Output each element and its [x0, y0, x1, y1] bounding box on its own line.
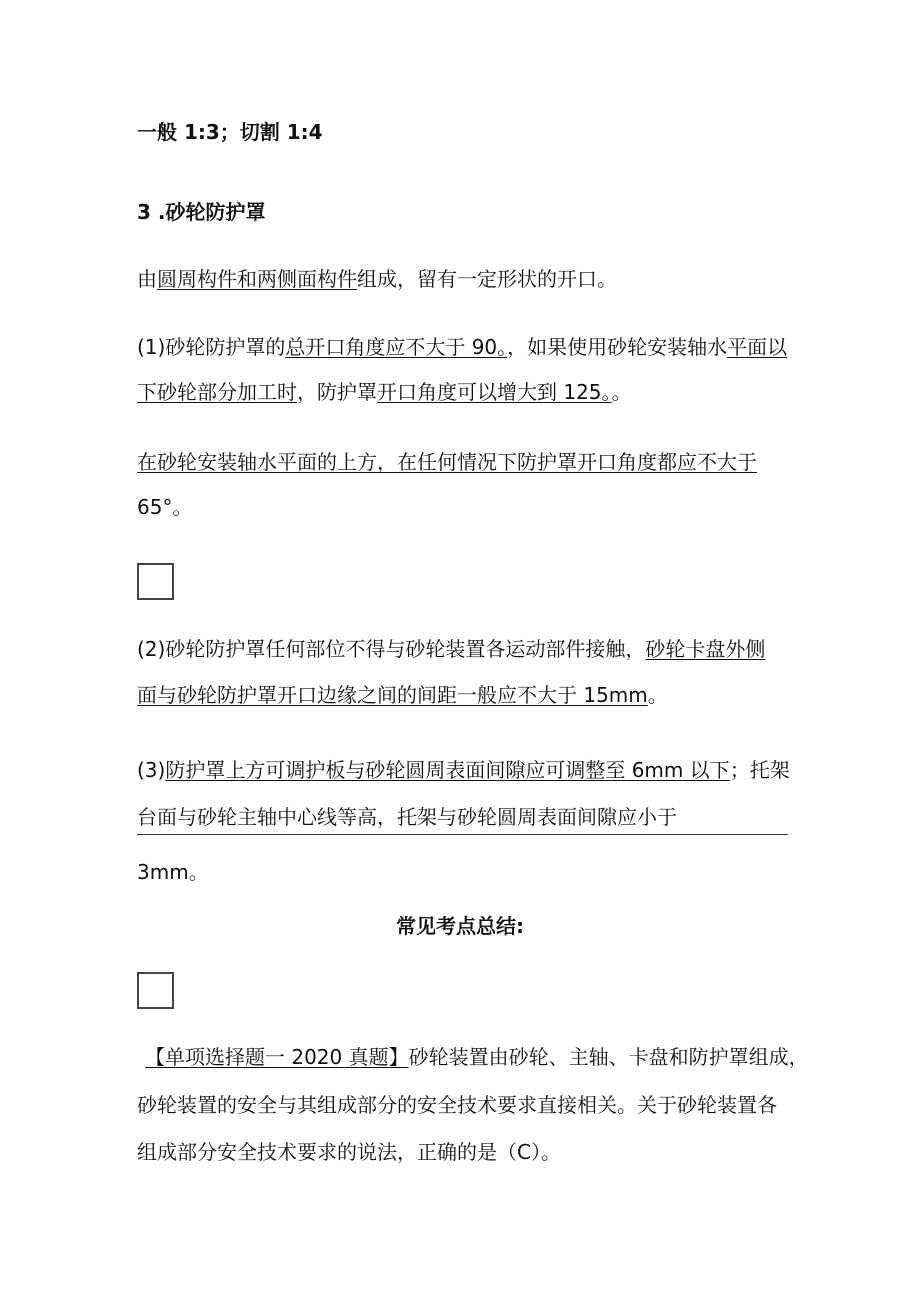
question-line1: [145, 1045, 809, 1069]
intro-underlined: 圆周构件和两侧面构件: [157, 267, 357, 291]
para65-line1: [137, 450, 757, 474]
item1-line2: [137, 380, 632, 404]
ratio-line: 一般 1:3；切割 1:4: [137, 120, 323, 144]
item2-prefix: (2)砂轮防护罩任何部位不得与砂轮装置各运动部件接触，: [137, 637, 646, 661]
para65-underlined: 在砂轮安装轴水平面的上方，在任何情况下防护罩开口角度都应不大于: [137, 450, 757, 474]
question-rest: 砂轮装置由砂轮、主轴、卡盘和防护罩组成，: [408, 1045, 809, 1069]
item3-end: ；托架: [729, 758, 790, 782]
intro-suffix: 组成，留有一定形状的开口。: [357, 267, 617, 291]
item1-line1: [137, 335, 787, 359]
item1-underline-4: 开口角度可以增大到 125。: [377, 380, 612, 404]
checkbox-placeholder-2: [137, 972, 174, 1009]
summary-heading: 常见考点总结:: [396, 914, 524, 938]
item3-prefix: (3): [137, 758, 166, 782]
item1-prefix: (1)砂轮防护罩的: [137, 335, 286, 359]
question-line2: 砂轮装置的安全与其组成部分的安全技术要求直接相关。关于砂轮装置各: [137, 1093, 777, 1117]
intro-paragraph: [137, 267, 617, 291]
section-number: 3: [137, 200, 151, 224]
item1-underline-3: 下砂轮部分加工时: [137, 380, 297, 404]
item1-end: 。: [611, 380, 632, 404]
question-line3: 组成部分安全技术要求的说法，正确的是（C）。: [137, 1140, 561, 1164]
question-tag: 【单项选择题一 2020 真题】: [145, 1045, 409, 1069]
checkbox-placeholder: [137, 563, 174, 600]
item3-underline: 防护罩上方可调护板与砂轮圆周表面间隙应可调整至 6mm 以下: [165, 758, 730, 782]
item2-end: 。: [647, 683, 668, 707]
item2-underline-2: 面与砂轮防护罩开口边缘之间的间距一般应不大于 15mm: [137, 683, 648, 707]
item1-underline-1: 总开口角度应不大于 90。: [285, 335, 508, 359]
item3-line1: [137, 758, 790, 782]
item3-line3: 3mm。: [137, 860, 209, 884]
divider-rule: [137, 834, 788, 835]
item3-line2: 台面与砂轮主轴中心线等高，托架与砂轮圆周表面间隙应小于: [137, 805, 677, 829]
section-heading: [137, 200, 266, 224]
item1-mid: ，如果使用砂轮安装轴水: [507, 335, 728, 359]
section-title: .砂轮防护罩: [157, 200, 266, 224]
intro-prefix: 由: [137, 267, 157, 291]
para65-line2: 65°。: [137, 495, 193, 519]
item1-mid-2: ，防护罩: [297, 380, 377, 404]
item2-underline-1: 砂轮卡盘外侧: [645, 637, 766, 661]
item2-line2: [137, 683, 668, 707]
item2-line1: [137, 637, 765, 661]
item1-underline-2: 平面以: [727, 335, 788, 359]
